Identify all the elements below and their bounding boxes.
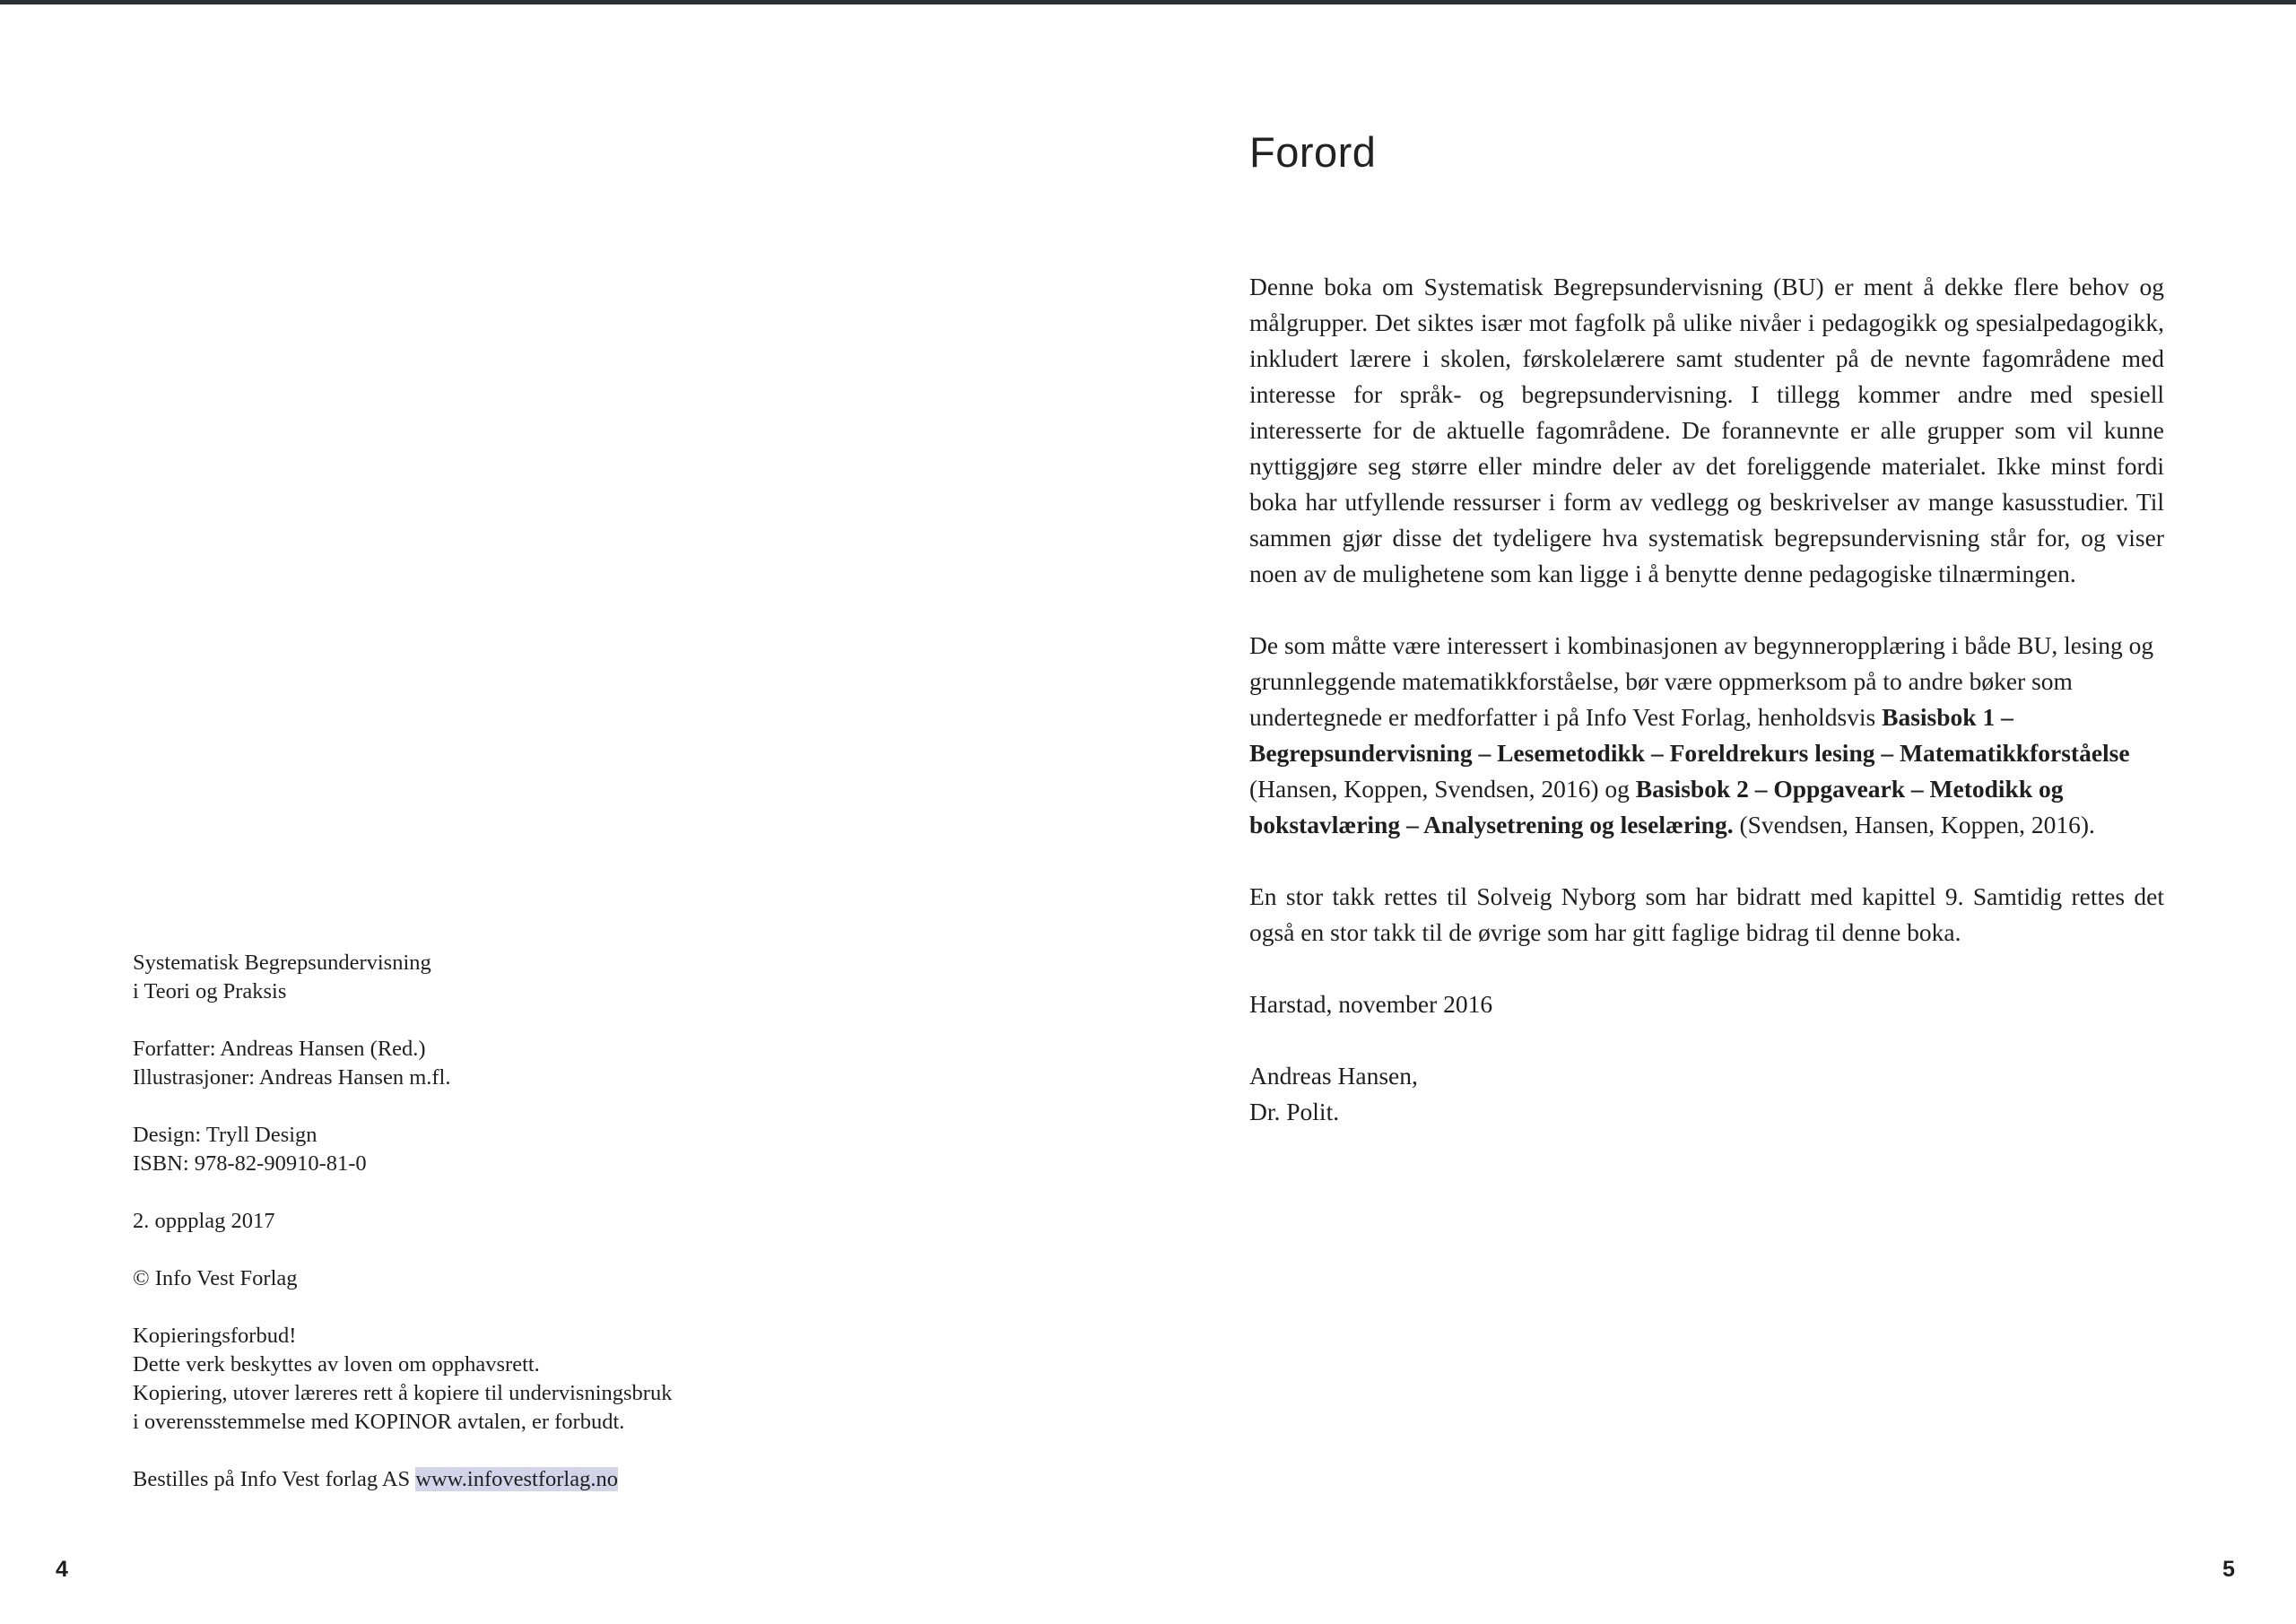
author-line: Forfatter: Andreas Hansen (Red.) (133, 1037, 426, 1061)
imprint-credits (133, 1035, 814, 1092)
copy-ban-line-4: i overensstemmelse med KOPINOR avtalen, er forbudt. (133, 1410, 625, 1434)
p2-end: (Svendsen, Hansen, Koppen, 2016). (1733, 811, 2095, 838)
isbn-line: ISBN: 978-82-90910-81-0 (133, 1151, 367, 1176)
basisbok-2-title: Basisbok 2 – Oppgaveark – Metodikk og bokstavlæring – Analysetrening og leselæring. (1249, 775, 2064, 838)
page-number-right: 5 (2222, 1557, 2235, 1582)
order-text: Bestilles på Info Vest forlag AS (133, 1467, 416, 1491)
book-title-line-1: Systematisk Begrepsundervisning (133, 951, 431, 975)
copy-ban-line-1: Kopieringsforbud! (133, 1324, 297, 1348)
edition-line: 2. oppplag 2017 (133, 1209, 275, 1233)
copyright-line: © Info Vest Forlag (133, 1266, 298, 1290)
preface-paragraph-3: En stor takk rettes til Solveig Nyborg som har bidratt med kapittel 9. Samtidig rettes det også en stor takk til de øvrige som har gitt faglige bidrag til denne boka. (1249, 882, 2164, 946)
publisher-website-link[interactable]: www.infovestforlag.no (415, 1467, 618, 1491)
page-title: Forord (1249, 128, 1377, 176)
imprint-design-isbn (133, 1121, 814, 1178)
preface-paragraph-1: Denne boka om Systematisk Begrepsundervisning (BU) er ment å dekke flere behov og målgrupper. Det siktes især mot fagfolk på ulike nivåer i pedagogikk og spesialpedagogikk, inkludert lærere i skolen, førskolelærere samt studenter på de nevnte fagområdene med interesse for språk- og begrepsundervisning. I tillegg kommer andre med spesiell interesserte for de aktuelle fagområdene. De forannevnte er alle grupper som vil kunne nyttiggjøre seg større eller mindre deler av det foreliggende materialet. Ikke minst fordi boka har utfyllende ressurser i form av vedlegg og beskrivelser av mange kasusstudier. Til sammen gjør disse det tydeligere hva systematisk begrepsundervisning står for, og viser noen av de mulighetene som kan ligge i å benytte denne pedagogiske tilnærmingen. (1249, 273, 2164, 587)
place-date: Harstad, november 2016 (1249, 990, 1493, 1018)
illustrations-line: Illustrasjoner: Andreas Hansen m.fl. (133, 1065, 451, 1090)
copy-ban-line-3: Kopiering, utover læreres rett å kopiere til undervisningsbruk (133, 1381, 673, 1405)
basisbok-1-title: Basisbok 1 – Begrepsundervisning – Lesemetodikk – Foreldrekurs lesing – Matematikkforståelse (1249, 703, 2130, 767)
order-line (133, 1465, 814, 1494)
imprint-edition (133, 1207, 814, 1236)
design-line: Design: Tryll Design (133, 1123, 317, 1147)
p2-mid: (Hansen, Koppen, Svendsen, 2016) og (1249, 775, 1636, 803)
preface-body (1249, 269, 2164, 1130)
imprint-copy-ban (133, 1322, 814, 1437)
copy-ban-line-2: Dette verk beskyttes av loven om opphavsrett. (133, 1352, 540, 1376)
signature-title: Dr. Polit. (1249, 1098, 1340, 1125)
imprint (133, 949, 814, 1494)
imprint-copyright (133, 1264, 814, 1293)
preface-paragraph-2 (1249, 628, 2164, 843)
book-title-line-2: i Teori og Praksis (133, 979, 287, 1003)
top-bar (0, 0, 2296, 4)
page-number-left: 4 (56, 1557, 68, 1582)
p2-intro: De som måtte være interessert i kombinasjonen av begynneropplæring i både BU, lesing og grunnleggende matematikkforståelse, bør være oppmerksom på to andre bøker som undertegnede er medforfatter i på Info Vest Forlag, henholdsvis (1249, 631, 2154, 731)
imprint-book-title (133, 949, 814, 1006)
signature-name: Andreas Hansen, (1249, 1062, 1418, 1090)
imprint-order (133, 1465, 814, 1494)
